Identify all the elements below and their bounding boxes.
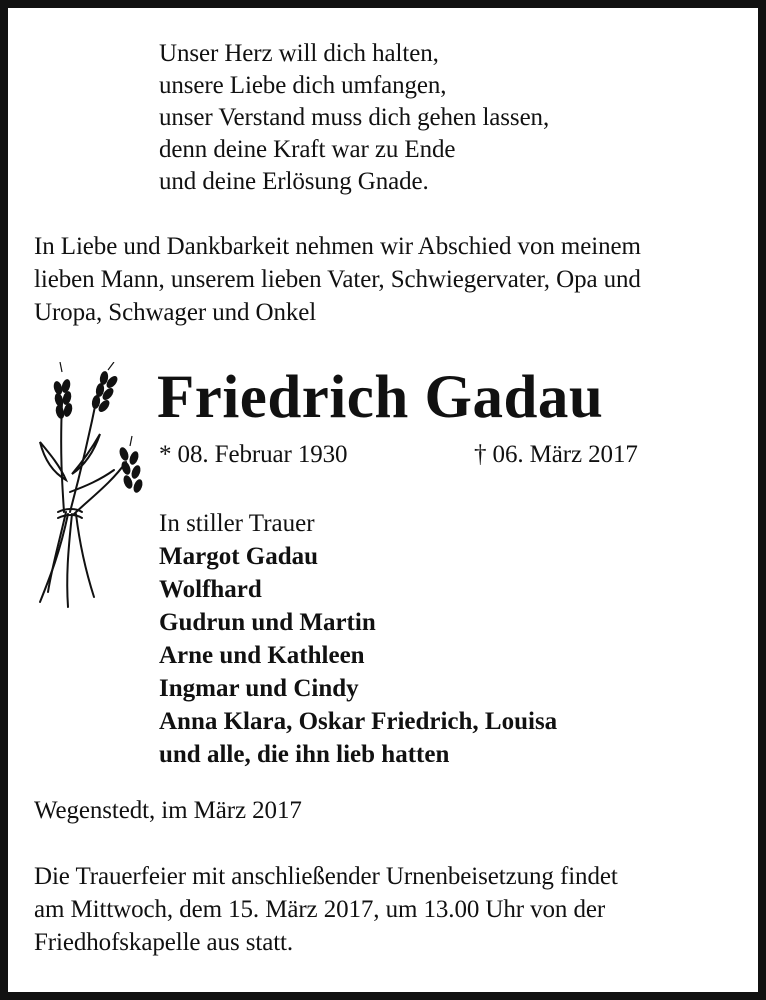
intro-line: In Liebe und Dankbarkeit nehmen wir Abschied von meinem: [34, 233, 641, 260]
birth-date: * 08. Februar 1930: [159, 441, 348, 468]
poem-line: Unser Herz will dich halten,: [159, 40, 439, 67]
funeral-line: Die Trauerfeier mit anschließender Urnenbeisetzung findet: [34, 863, 618, 890]
poem-line: unsere Liebe dich umfangen,: [159, 72, 447, 99]
mourner-name: Gudrun und Martin: [159, 609, 376, 636]
poem-line: denn deine Kraft war zu Ende: [159, 136, 456, 163]
poem-line: unser Verstand muss dich gehen lassen,: [159, 104, 550, 131]
death-date: † 06. März 2017: [474, 441, 638, 468]
mourner-name: Wolfhard: [159, 576, 262, 603]
poem-line: und deine Erlösung Gnade.: [159, 168, 429, 195]
mourner-name: Ingmar und Cindy: [159, 675, 359, 702]
mourners-heading: In stiller Trauer: [159, 510, 315, 537]
mourners-block: [159, 507, 557, 771]
wheat-sheaf-icon: [22, 362, 162, 612]
deceased-name: Friedrich Gadau: [157, 364, 604, 431]
funeral-line: am Mittwoch, dem 15. März 2017, um 13.00 Uhr von der: [34, 896, 606, 923]
intro-line: lieben Mann, unserem lieben Vater, Schwiegervater, Opa und: [34, 266, 641, 293]
mourner-name: Arne und Kathleen: [159, 642, 365, 669]
mourner-name: Margot Gadau: [159, 543, 319, 570]
mourner-name: und alle, die ihn lieb hatten: [159, 741, 450, 768]
mourner-name: Anna Klara, Oskar Friedrich, Louisa: [159, 708, 558, 735]
place-date: Wegenstedt, im März 2017: [34, 797, 302, 824]
intro-line: Uropa, Schwager und Onkel: [34, 299, 317, 326]
funeral-line: Friedhofskapelle aus statt.: [34, 929, 294, 956]
